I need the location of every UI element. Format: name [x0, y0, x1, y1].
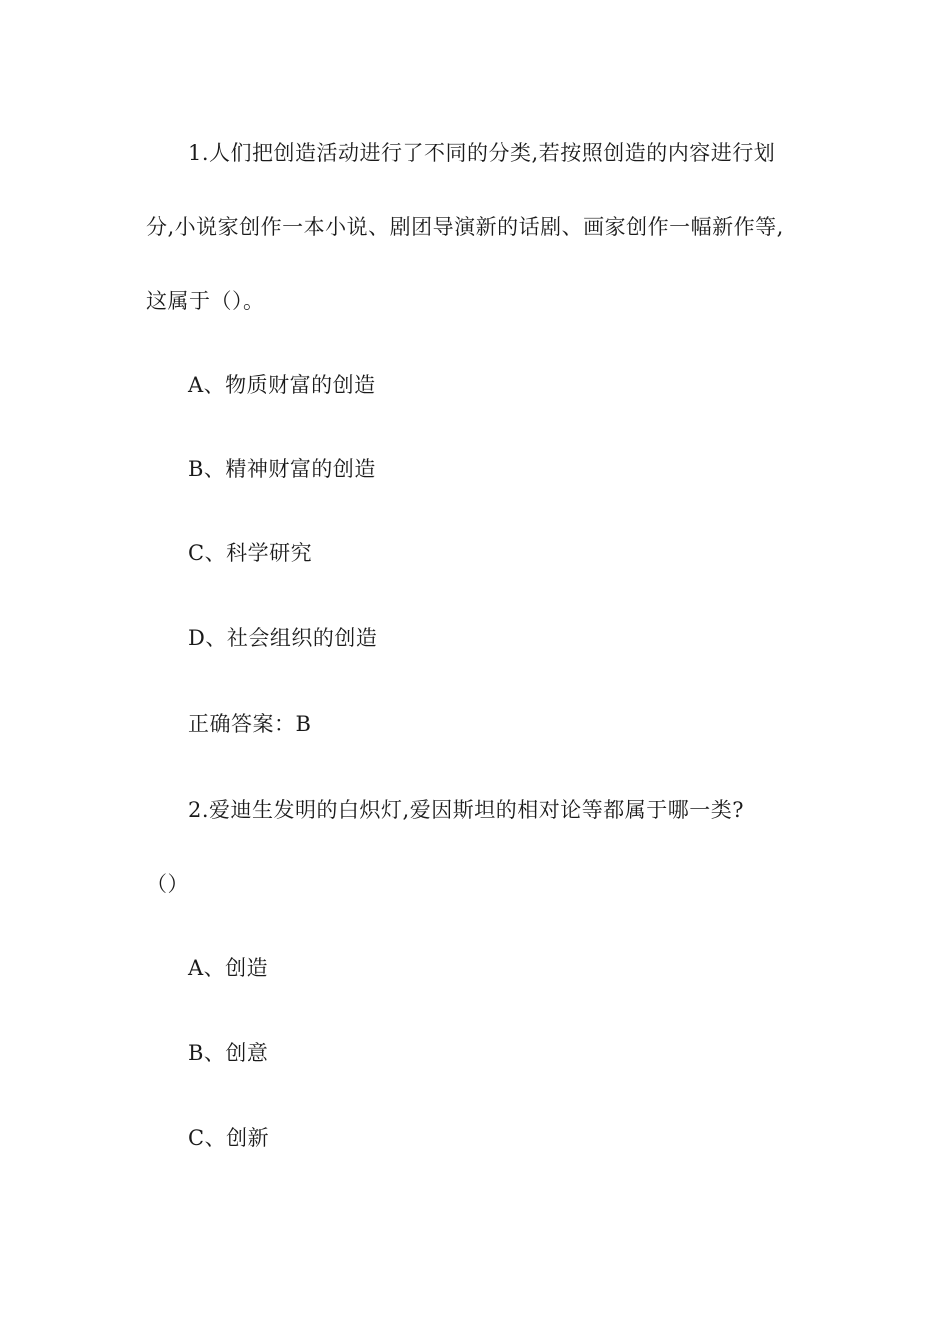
- question-1-option-c: C、科学研究: [188, 541, 313, 565]
- question-1-answer: 正确答案：B: [188, 712, 312, 736]
- question-2-option-a: A、创造: [188, 956, 269, 980]
- question-1-stem-line-1: 1.人们把创造活动进行了不同的分类,若按照创造的内容进行划: [188, 141, 776, 165]
- question-2-stem-line-2: （）: [146, 872, 189, 896]
- question-2-stem-line-1: 2.爱迪生发明的白炽灯,爱因斯坦的相对论等都属于哪一类?: [188, 798, 744, 822]
- question-1-stem-line-3: 这属于（）。: [146, 289, 265, 313]
- question-1-option-a: A、物质财富的创造: [188, 373, 376, 397]
- question-1-option-d: D、社会组织的创造: [188, 626, 378, 650]
- question-1-option-b: B、精神财富的创造: [188, 457, 376, 481]
- question-2-option-c: C、创新: [188, 1126, 270, 1150]
- question-1-stem-line-2: 分,小说家创作一本小说、剧团导演新的话剧、画家创作一幅新作等,: [146, 215, 784, 239]
- question-2-option-b: B、创意: [188, 1041, 269, 1065]
